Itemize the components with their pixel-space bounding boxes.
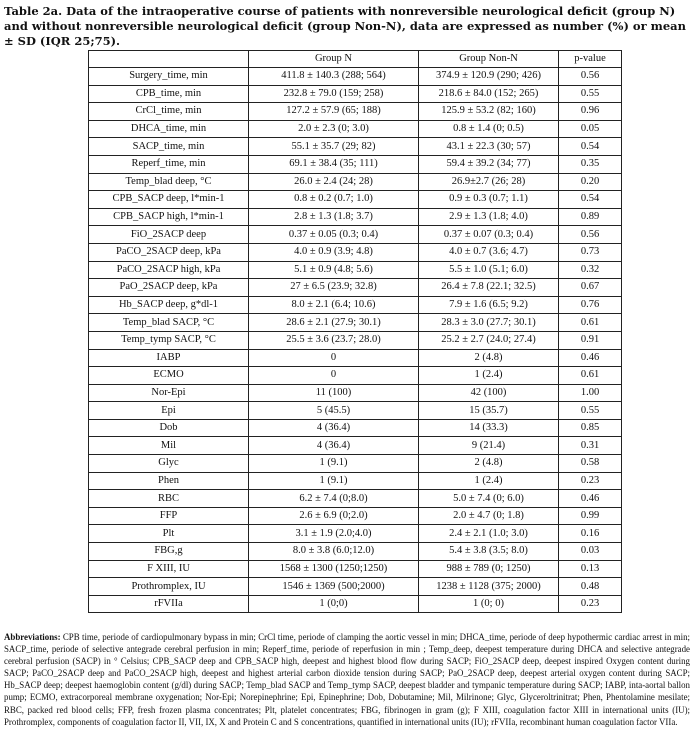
cell-group-non-n: 0.37 ± 0.07 (0.3; 0.4) bbox=[419, 226, 559, 244]
cell-p-value: 0.61 bbox=[559, 367, 622, 385]
header-p-value: p-value bbox=[559, 51, 622, 68]
cell-parameter: rFVIIa bbox=[89, 595, 249, 613]
cell-group-n: 1 (0;0) bbox=[249, 595, 419, 613]
cell-group-non-n: 1238 ± 1128 (375; 2000) bbox=[419, 578, 559, 596]
cell-group-n: 0.8 ± 0.2 (0.7; 1.0) bbox=[249, 191, 419, 209]
cell-group-non-n: 28.3 ± 3.0 (27.7; 30.1) bbox=[419, 314, 559, 332]
cell-parameter: Plt bbox=[89, 525, 249, 543]
table-header-row bbox=[89, 51, 622, 68]
cell-group-non-n: 2.9 ± 1.3 (1.8; 4.0) bbox=[419, 208, 559, 226]
cell-group-non-n: 2 (4.8) bbox=[419, 455, 559, 473]
cell-p-value: 0.46 bbox=[559, 349, 622, 367]
cell-group-non-n: 0.9 ± 0.3 (0.7; 1.1) bbox=[419, 191, 559, 209]
cell-p-value: 0.55 bbox=[559, 85, 622, 103]
cell-group-non-n: 25.2 ± 2.7 (24.0; 27.4) bbox=[419, 331, 559, 349]
cell-group-n: 232.8 ± 79.0 (159; 258) bbox=[249, 85, 419, 103]
cell-parameter: PaCO_2SACP high, kPa bbox=[89, 261, 249, 279]
cell-parameter: SACP_time, min bbox=[89, 138, 249, 156]
table-row bbox=[89, 472, 622, 490]
cell-group-n: 4 (36.4) bbox=[249, 437, 419, 455]
cell-p-value: 0.32 bbox=[559, 261, 622, 279]
cell-p-value: 0.96 bbox=[559, 103, 622, 121]
cell-group-non-n: 26.9±2.7 (26; 28) bbox=[419, 173, 559, 191]
cell-parameter: Nor-Epi bbox=[89, 384, 249, 402]
cell-p-value: 0.13 bbox=[559, 560, 622, 578]
table-caption: Table 2a. Data of the intraoperative course of patients with nonreversible neurological deficit (group N) and without nonreversible neurological deficit (group Non-N), data are expressed as number (%) or mean ± SD (IQR 25;75). bbox=[4, 4, 686, 48]
cell-parameter: CPB_time, min bbox=[89, 85, 249, 103]
cell-group-non-n: 5.5 ± 1.0 (5.1; 6.0) bbox=[419, 261, 559, 279]
cell-p-value: 0.61 bbox=[559, 314, 622, 332]
cell-p-value: 0.23 bbox=[559, 595, 622, 613]
cell-parameter: FBG,g bbox=[89, 543, 249, 561]
cell-p-value: 0.55 bbox=[559, 402, 622, 420]
cell-parameter: Glyc bbox=[89, 455, 249, 473]
cell-group-n: 28.6 ± 2.1 (27.9; 30.1) bbox=[249, 314, 419, 332]
cell-parameter: CPB_SACP deep, l*min-1 bbox=[89, 191, 249, 209]
cell-parameter: PaCO_2SACP deep, kPa bbox=[89, 243, 249, 261]
table-row bbox=[89, 331, 622, 349]
table-row bbox=[89, 103, 622, 121]
table-row bbox=[89, 85, 622, 103]
table-row bbox=[89, 243, 622, 261]
cell-p-value: 0.89 bbox=[559, 208, 622, 226]
abbreviations-label: Abbreviations: bbox=[4, 632, 61, 642]
cell-p-value: 0.31 bbox=[559, 437, 622, 455]
table-row bbox=[89, 595, 622, 613]
cell-group-n: 2.0 ± 2.3 (0; 3.0) bbox=[249, 120, 419, 138]
cell-p-value: 0.73 bbox=[559, 243, 622, 261]
cell-group-non-n: 1 (2.4) bbox=[419, 472, 559, 490]
cell-group-non-n: 0.8 ± 1.4 (0; 0.5) bbox=[419, 120, 559, 138]
cell-p-value: 0.54 bbox=[559, 191, 622, 209]
cell-group-non-n: 2 (4.8) bbox=[419, 349, 559, 367]
cell-group-non-n: 59.4 ± 39.2 (34; 77) bbox=[419, 155, 559, 173]
cell-group-n: 6.2 ± 7.4 (0;8.0) bbox=[249, 490, 419, 508]
cell-parameter: Reperf_time, min bbox=[89, 155, 249, 173]
cell-group-non-n: 4.0 ± 0.7 (3.6; 4.7) bbox=[419, 243, 559, 261]
cell-group-non-n: 5.4 ± 3.8 (3.5; 8.0) bbox=[419, 543, 559, 561]
cell-group-n: 1568 ± 1300 (1250;1250) bbox=[249, 560, 419, 578]
cell-group-n: 69.1 ± 38.4 (35; 111) bbox=[249, 155, 419, 173]
cell-parameter: RBC bbox=[89, 490, 249, 508]
cell-parameter: Temp_blad SACP, °C bbox=[89, 314, 249, 332]
cell-p-value: 0.85 bbox=[559, 419, 622, 437]
cell-group-n: 0 bbox=[249, 349, 419, 367]
cell-parameter: FFP bbox=[89, 507, 249, 525]
table-row bbox=[89, 419, 622, 437]
cell-p-value: 0.67 bbox=[559, 279, 622, 297]
cell-group-n: 8.0 ± 3.8 (6.0;12.0) bbox=[249, 543, 419, 561]
cell-group-n: 5.1 ± 0.9 (4.8; 5.6) bbox=[249, 261, 419, 279]
cell-p-value: 0.54 bbox=[559, 138, 622, 156]
cell-parameter: Temp_tymp SACP, °C bbox=[89, 331, 249, 349]
cell-p-value: 0.46 bbox=[559, 490, 622, 508]
table-row bbox=[89, 314, 622, 332]
cell-p-value: 0.99 bbox=[559, 507, 622, 525]
cell-group-non-n: 1 (0; 0) bbox=[419, 595, 559, 613]
cell-parameter: F XIII, IU bbox=[89, 560, 249, 578]
cell-p-value: 0.35 bbox=[559, 155, 622, 173]
table-row bbox=[89, 543, 622, 561]
table-row bbox=[89, 155, 622, 173]
cell-group-n: 1546 ± 1369 (500;2000) bbox=[249, 578, 419, 596]
header-parameter bbox=[89, 51, 249, 68]
table-row bbox=[89, 261, 622, 279]
cell-p-value: 0.05 bbox=[559, 120, 622, 138]
cell-group-n: 3.1 ± 1.9 (2.0;4.0) bbox=[249, 525, 419, 543]
cell-parameter: Prothromplex, IU bbox=[89, 578, 249, 596]
abbreviations-text: CPB time, periode of cardiopulmonary bypass in min; CrCl time, periode of clamping the aortic vessel in min; DHCA_time, periode of deep hypothermic cardiac arrest in min; SACP_time, periode of selective antegrade cerebral perfusion in min; Reperf_time, periode of reperfusion in min ; Temp_deep, deepest temperature during DHCA and selective antegrade cerebral perfusion (SACP) in ° Celsius; CPB_SACP deep and CPB_SACP high, deepest and highest blood flow during SACP; FiO_2SACP deep, deepest inspired Oxygen content during SACP; PaCO_2SACP deep and PaCO_2SACP high, deepest and highest arterial carbon dioxide tension during SACP; PaO_2SACP deep, deepest arterial oxygen content during SACP; Hb_SACP deep; deepest haemoglobin content (g/dl) during SACP; Temp_blad SACP and Temp_tymp SACP, deepest bladder and tympanic temperature during SACP; IABP, inta-aortal ballon pump; ECMO, extracorporeal membrane oxygenation; Nor-Epi; Norepinephrine; Epi, Epinephrine; Dob, Dobutamine; Mil, Milrinone; Glyc, Glyceroltrinitrat; Phen, Phentolamine mesilate; RBC, packed red blood cells; FFP, fresh frozen plasma concentrates; Plt, platelet concentrates; FBG, fibrinogen in gram (g); F XIII, coagulation factor XIII in international units (IU); Prothromplex, components of coagulation factor II, VII, IX, X and Protein C and S concentrations, quantified in international units (IU); rFVIIa, recombinant human coagulation factor VIIa. bbox=[4, 632, 690, 727]
cell-group-non-n: 42 (100) bbox=[419, 384, 559, 402]
cell-p-value: 0.56 bbox=[559, 68, 622, 86]
cell-group-non-n: 43.1 ± 22.3 (30; 57) bbox=[419, 138, 559, 156]
cell-group-non-n: 7.9 ± 1.6 (6.5; 9.2) bbox=[419, 296, 559, 314]
table-row bbox=[89, 191, 622, 209]
table-row bbox=[89, 68, 622, 86]
cell-group-n: 4 (36.4) bbox=[249, 419, 419, 437]
cell-group-n: 55.1 ± 35.7 (29; 82) bbox=[249, 138, 419, 156]
cell-group-n: 1 (9.1) bbox=[249, 455, 419, 473]
cell-parameter: Temp_blad deep, °C bbox=[89, 173, 249, 191]
cell-p-value: 0.58 bbox=[559, 455, 622, 473]
cell-p-value: 0.91 bbox=[559, 331, 622, 349]
cell-parameter: Mil bbox=[89, 437, 249, 455]
cell-group-n: 411.8 ± 140.3 (288; 564) bbox=[249, 68, 419, 86]
table-row bbox=[89, 279, 622, 297]
cell-group-n: 2.8 ± 1.3 (1.8; 3.7) bbox=[249, 208, 419, 226]
table-row bbox=[89, 525, 622, 543]
abbreviations-note bbox=[4, 631, 690, 728]
cell-group-n: 127.2 ± 57.9 (65; 188) bbox=[249, 103, 419, 121]
cell-p-value: 0.23 bbox=[559, 472, 622, 490]
cell-p-value: 0.03 bbox=[559, 543, 622, 561]
cell-parameter: Dob bbox=[89, 419, 249, 437]
table-row bbox=[89, 367, 622, 385]
table-row bbox=[89, 507, 622, 525]
cell-group-non-n: 9 (21.4) bbox=[419, 437, 559, 455]
table-row bbox=[89, 226, 622, 244]
cell-group-non-n: 1 (2.4) bbox=[419, 367, 559, 385]
table-row bbox=[89, 402, 622, 420]
table-row bbox=[89, 296, 622, 314]
cell-parameter: IABP bbox=[89, 349, 249, 367]
cell-group-n: 25.5 ± 3.6 (23.7; 28.0) bbox=[249, 331, 419, 349]
cell-p-value: 1.00 bbox=[559, 384, 622, 402]
cell-group-n: 5 (45.5) bbox=[249, 402, 419, 420]
cell-group-n: 8.0 ± 2.1 (6.4; 10.6) bbox=[249, 296, 419, 314]
cell-group-non-n: 218.6 ± 84.0 (152; 265) bbox=[419, 85, 559, 103]
cell-group-non-n: 5.0 ± 7.4 (0; 6.0) bbox=[419, 490, 559, 508]
cell-group-n: 0 bbox=[249, 367, 419, 385]
table-row bbox=[89, 138, 622, 156]
cell-group-non-n: 374.9 ± 120.9 (290; 426) bbox=[419, 68, 559, 86]
table-row bbox=[89, 349, 622, 367]
cell-group-n: 2.6 ± 6.9 (0;2.0) bbox=[249, 507, 419, 525]
cell-parameter: Epi bbox=[89, 402, 249, 420]
cell-group-n: 26.0 ± 2.4 (24; 28) bbox=[249, 173, 419, 191]
cell-parameter: CPB_SACP high, l*min-1 bbox=[89, 208, 249, 226]
table-row bbox=[89, 120, 622, 138]
table-row bbox=[89, 208, 622, 226]
cell-p-value: 0.20 bbox=[559, 173, 622, 191]
header-group-non-n: Group Non-N bbox=[419, 51, 559, 68]
table-row bbox=[89, 173, 622, 191]
header-group-n: Group N bbox=[249, 51, 419, 68]
cell-group-n: 27 ± 6.5 (23.9; 32.8) bbox=[249, 279, 419, 297]
cell-parameter: DHCA_time, min bbox=[89, 120, 249, 138]
cell-parameter: CrCl_time, min bbox=[89, 103, 249, 121]
cell-parameter: ECMO bbox=[89, 367, 249, 385]
cell-p-value: 0.76 bbox=[559, 296, 622, 314]
cell-parameter: Phen bbox=[89, 472, 249, 490]
cell-p-value: 0.48 bbox=[559, 578, 622, 596]
cell-group-non-n: 14 (33.3) bbox=[419, 419, 559, 437]
cell-group-non-n: 2.4 ± 2.1 (1.0; 3.0) bbox=[419, 525, 559, 543]
cell-group-non-n: 988 ± 789 (0; 1250) bbox=[419, 560, 559, 578]
cell-parameter: Hb_SACP deep, g*dl-1 bbox=[89, 296, 249, 314]
table-row bbox=[89, 490, 622, 508]
cell-group-n: 11 (100) bbox=[249, 384, 419, 402]
cell-group-n: 4.0 ± 0.9 (3.9; 4.8) bbox=[249, 243, 419, 261]
cell-group-non-n: 15 (35.7) bbox=[419, 402, 559, 420]
cell-parameter: Surgery_time, min bbox=[89, 68, 249, 86]
cell-group-non-n: 125.9 ± 53.2 (82; 160) bbox=[419, 103, 559, 121]
cell-parameter: FiO_2SACP deep bbox=[89, 226, 249, 244]
cell-p-value: 0.56 bbox=[559, 226, 622, 244]
table-row bbox=[89, 384, 622, 402]
table-row bbox=[89, 578, 622, 596]
table-row bbox=[89, 455, 622, 473]
cell-group-n: 1 (9.1) bbox=[249, 472, 419, 490]
cell-p-value: 0.16 bbox=[559, 525, 622, 543]
table-row bbox=[89, 560, 622, 578]
cell-group-n: 0.37 ± 0.05 (0.3; 0.4) bbox=[249, 226, 419, 244]
cell-group-non-n: 2.0 ± 4.7 (0; 1.8) bbox=[419, 507, 559, 525]
table-row bbox=[89, 437, 622, 455]
results-table bbox=[88, 50, 622, 613]
cell-group-non-n: 26.4 ± 7.8 (22.1; 32.5) bbox=[419, 279, 559, 297]
cell-parameter: PaO_2SACP deep, kPa bbox=[89, 279, 249, 297]
